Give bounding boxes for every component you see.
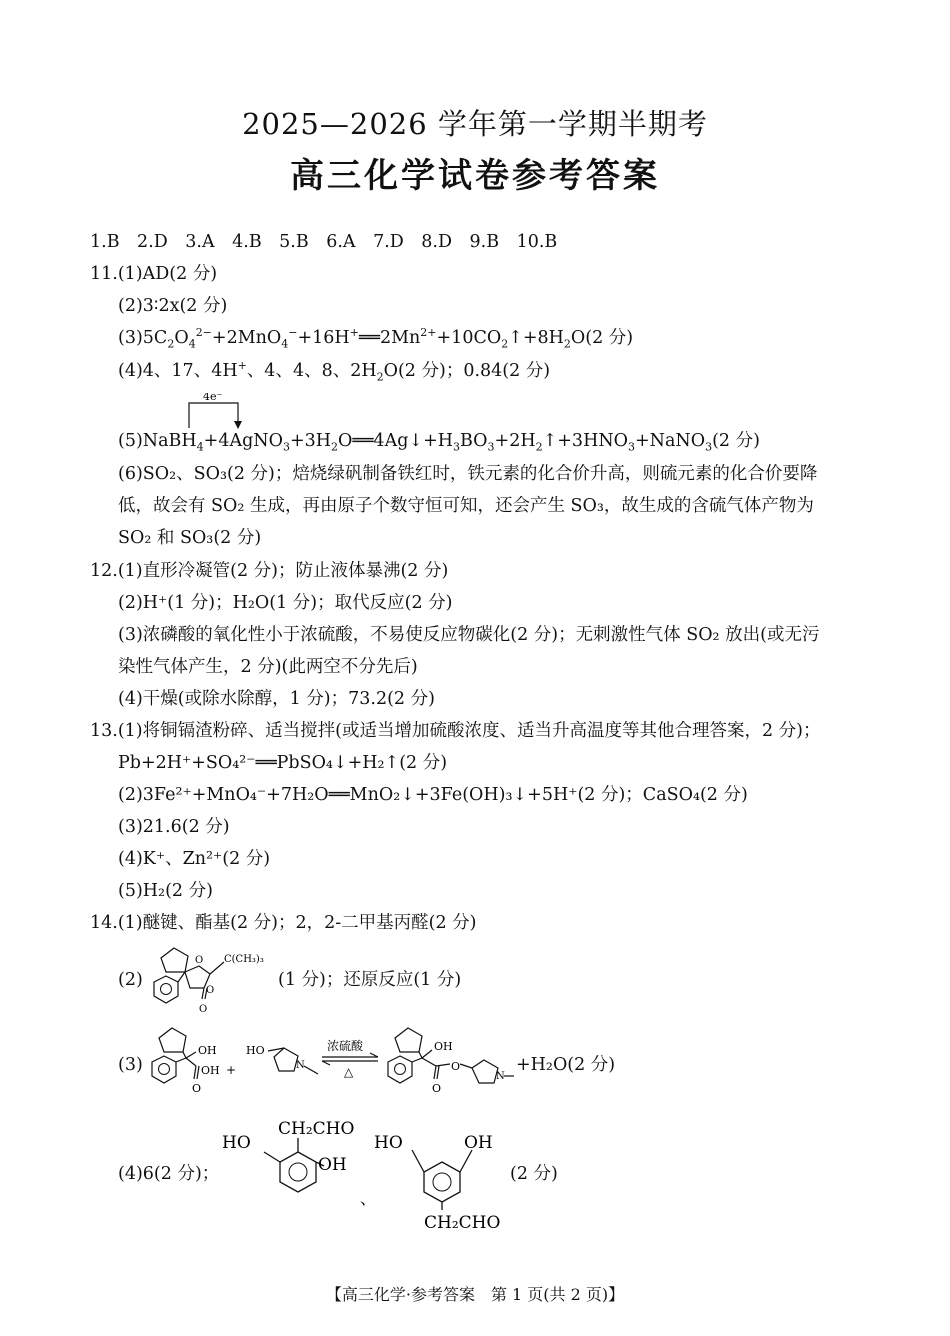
q12-part4: (4)干燥(或除水除醇，1 分)；73.2(2 分) [118, 689, 435, 709]
svg-text:O: O [432, 1082, 442, 1095]
svg-text:HO: HO [246, 1044, 265, 1057]
q11-head: 11.(1)AD(2 分) [90, 264, 218, 284]
svg-text:O: O [192, 1082, 202, 1095]
svg-text:OH: OH [198, 1044, 217, 1057]
q14-part3-label: (3) [118, 1055, 143, 1075]
page-title: 高三化学试卷参考答案 [290, 156, 660, 196]
svg-text:HO: HO [222, 1133, 251, 1153]
q13-part2: (2)3Fe²⁺+MnO₄⁻+7H₂O══MnO₂↓+3Fe(OH)₃↓+5H⁺(2 分)；CaSO₄(2 分) [118, 785, 748, 805]
exam-subtitle: 2025—2026 学年第一学期半期考 [242, 107, 708, 141]
q11-part6-line3: SO₂ 和 SO₃(2 分) [118, 528, 262, 548]
q12-part3-line1: (3)浓磷酸的氧化性小于浓硫酸，不易使反应物碳化(2 分)；无刺激性气体 SO₂ 放出(或无污 [118, 625, 820, 645]
svg-text:C(CH₃)₃: C(CH₃)₃ [224, 954, 264, 965]
svg-text:O: O [195, 955, 204, 966]
svg-text:OH: OH [434, 1040, 453, 1053]
q13-part3: (3)21.6(2 分) [118, 817, 230, 837]
q12-part3-line2: 染性气体产生，2 分)(此两空不分先后) [118, 657, 418, 677]
svg-text:△: △ [344, 1065, 354, 1079]
svg-text:+: + [226, 1063, 237, 1077]
q11-part5: $(5)NaBH_4+4AgNO_3+3H_2O══4Ag↓+H_3BO_3+2H_2↑+3HNO_3+NaNO_3(2$ 分) [118, 431, 760, 454]
q11-part4: (4)4、17、4H+、4、4、8、$2H_2O(2$ 分)；0.84(2 分) [118, 359, 551, 384]
svg-text:OH: OH [318, 1155, 347, 1175]
svg-text:O: O [206, 985, 215, 996]
svg-text:、: 、 [360, 1189, 377, 1208]
q13-part1-equation: Pb+2H⁺+SO₄²⁻══PbSO₄↓+H₂↑(2 分) [118, 753, 448, 773]
q14-part2-text: (1 分)；还原反应(1 分) [278, 970, 462, 990]
q11-part2: (2)3∶2x(2 分) [118, 296, 228, 316]
svg-text:4e⁻: 4e⁻ [203, 393, 223, 403]
q13-part4: (4)K⁺、Zn²⁺(2 分) [118, 849, 271, 869]
svg-text:N: N [296, 1060, 305, 1071]
svg-text:浓硫酸: 浓硫酸 [327, 1039, 364, 1053]
q12-part2: (2)H⁺(1 分)；H₂O(1 分)；取代反应(2 分) [118, 593, 453, 613]
page-footer: 【高三化学·参考答案 第 1 页(共 2 页)】 [325, 1285, 625, 1304]
q14-part2-label: (2) [118, 970, 143, 990]
svg-text:OH: OH [201, 1064, 220, 1077]
q14-part4-label: (4)6(2 分)； [118, 1164, 220, 1184]
svg-text:HO: HO [374, 1133, 403, 1153]
q12-head: 12.(1)直形冷凝管(2 分)；防止液体暴沸(2 分) [90, 561, 449, 581]
svg-text:CH₂CHO: CH₂CHO [424, 1213, 501, 1233]
q14-part4-tail: (2 分) [510, 1164, 558, 1184]
q14-part4-structures [216, 1110, 516, 1236]
svg-text:N: N [496, 1071, 505, 1082]
multiple-choice-answers: 1.B 2.D 3.A 4.B 5.B 6.A 7.D 8.D 9.B 10.B [90, 232, 558, 252]
q11-part6-line2: 低，故会有 SO₂ 生成，再由原子个数守恒可知，还会产生 SO₃，故生成的含硫气体产物为 [118, 496, 814, 516]
q14-part2-structure [144, 944, 276, 1016]
q11-part3: $(3)5C_2O_4^{2-}+2MnO_4^-+16H^+══2Mn^{2+}+10CO_2↑+8H_2O(2$ 分) [118, 326, 634, 351]
svg-text:CH₂CHO: CH₂CHO [278, 1119, 355, 1139]
q13-head: 13.(1)将铜镉渣粉碎、适当搅拌(或适当增加硫酸浓度、适当升高温度等其他合理答案，2 分)； [90, 721, 821, 741]
q13-part5: (5)H₂(2 分) [118, 881, 213, 901]
svg-text:OH: OH [464, 1133, 493, 1153]
electron-transfer-bracket [180, 393, 270, 433]
svg-text:O: O [199, 1004, 208, 1015]
svg-text:O: O [451, 1060, 461, 1073]
q14-part3-tail: +H₂O(2 分) [516, 1055, 616, 1075]
q11-part6-line1: (6)SO₂、SO₃(2 分)；焙烧绿矾制备铁红时，铁元素的化合价升高，则硫元素的化合价要降 [118, 464, 818, 484]
q14-head: 14.(1)醚键、酯基(2 分)；2，2-二甲基丙醛(2 分) [90, 913, 477, 933]
